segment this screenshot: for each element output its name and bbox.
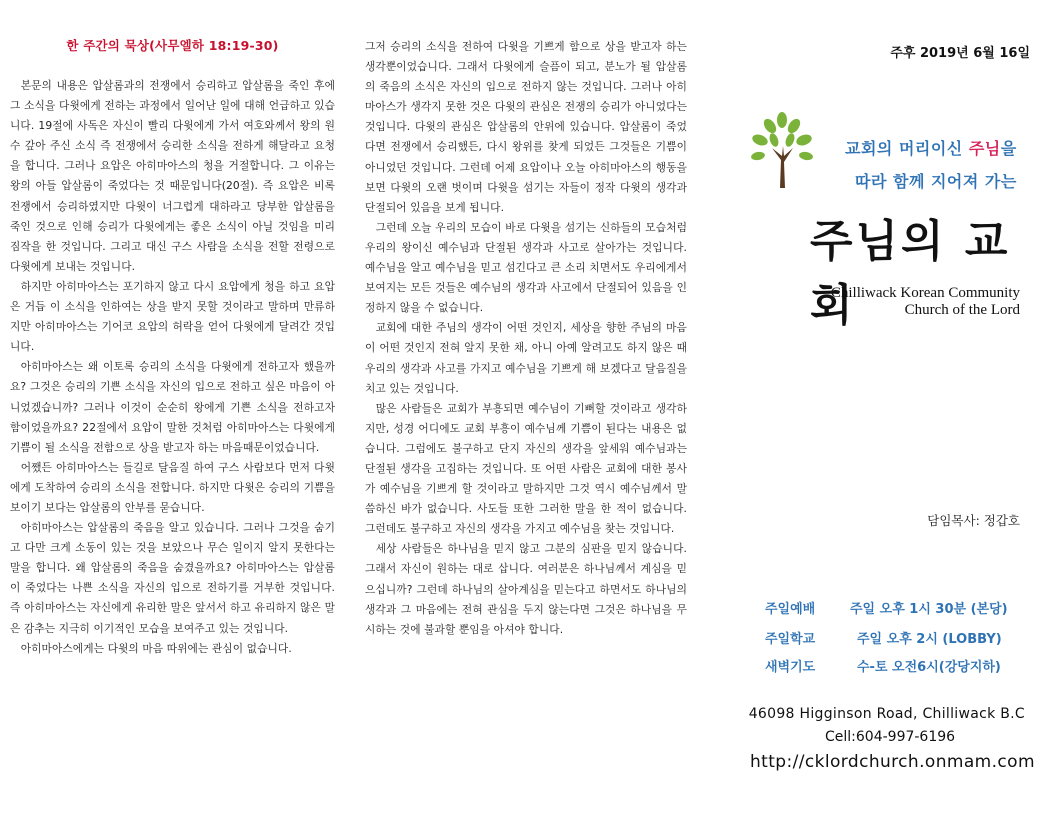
tagline-line2: 따라 함께 지어져 가는 bbox=[855, 172, 1017, 191]
tagline-highlight: 주님 bbox=[968, 139, 1001, 158]
church-name: 주님의 교회 bbox=[810, 216, 1011, 331]
bulletin-cover bbox=[705, 0, 1050, 816]
english-name-line1: Chilliwack Korean Community bbox=[830, 285, 1020, 301]
tree-logo-icon bbox=[750, 110, 814, 190]
paragraph: 그런데 오늘 우리의 모습이 바로 다윗을 섬기는 신하들의 모습처럼 우리의 왕이신 예수님과 단절된 생각과 사고로 살아가는 것입니다. 예수님을 알고 예수님을 믿고 섬긴다고 큰 소리 치면서도 우리에게서 보여지는 모든 것들은 예수님의 생각과 사고에서 단절되어 있음을 인정하지 않을 수 없습니다. bbox=[365, 220, 687, 315]
paragraph: 교회에 대한 주님의 생각이 어떤 것인지, 세상을 향한 주님의 마음이 어떤 것인지 전혀 알지 못한 채, 아니 아예 알려고도 하지 않은 때 우리의 생각과 사고를 가지고 예수님을 기쁘게 해 보겠다고 달음질을 치고 있는 것입니다. bbox=[365, 321, 687, 395]
church-phone: Cell:604-997-6196 bbox=[825, 729, 956, 745]
service-time: 수-토 오전6시(강당지하) bbox=[857, 660, 1001, 675]
pastor-name: 담임목사: 정갑호 bbox=[927, 513, 1020, 528]
meditation-title: 한 주간의 묵상(사무엘하 18:19-30) bbox=[66, 38, 279, 53]
paragraph: 많은 사람들은 교회가 부흥되면 예수님이 기뻐할 것이라고 생각하지만, 성경 어디에도 교회 부흥이 예수님께 기쁨이 된다는 내용은 없습니다. 그럼에도 불구하고 단지 자신의 생각을 앞세워 예수님과는 단절된 생각을 고집하는 것입니다. 또 어떤 사람은 교회에 대한 봉사가 예수님을 기쁘게 할 것이라고 말하지만 그것 역시 예수님께서 말씀하신 바가 없습니다. 사도들 또한 그러한 말을 한 적이 없습니다. 그런데도 불구하고 자신의 생각을 가지고 예수님을 찾는 것입니다. bbox=[365, 401, 687, 536]
bulletin-date: 주후 2019년 6월 16일 bbox=[890, 46, 1030, 61]
paragraph: 하지만 아히마아스는 포기하지 않고 다시 요압에게 청을 하고 요압은 거듭 이 소식을 인하여는 상을 받지 못할 것이라고 말하며 만류하지만 아히마아스는 기어코 요압의 허락을 얻어 다윗에게 달려간 것입니다. bbox=[10, 279, 335, 354]
meditation-body-left bbox=[10, 76, 335, 659]
church-website-link[interactable]: http://cklordchurch.onmam.com bbox=[750, 752, 1035, 772]
meditation-body-middle bbox=[365, 37, 687, 640]
church-address: 46098 Higginson Road, Chilliwack B.C bbox=[748, 706, 1025, 722]
paragraph: 본문의 내용은 압살롬과의 전쟁에서 승리하고 압살롬을 죽인 후에 그 소식을 다윗에게 전하는 과정에서 일어난 일에 대해 언급하고 있습니다. 19절에 사독은 자신이 빨리 다윗에게 가서 여호와께서 왕의 원수 갚아 주신 소식 즉 전쟁에서 승리한 소식을 전하게 해달라고 요청을 합니다. 그러나 요압은 아히마아스의 청을 거절합니다. 그 이유는 왕의 아들 압살롬이 죽었다는 것 때문입니다(20절). 즉 요압은 비록 전쟁에서 승리하였지만 다윗이 너그럽게 대하라고 당부한 압살롬을 죽인 것으로 인해 승리가 다윗에게는 좋은 소식이 아닐 것임을 미리 짐작을 한 것입니다. 그리고 대신 구스 사람을 소식을 전할 전령으로 다윗에게 보내는 것입니다. bbox=[10, 79, 335, 273]
tagline-text: 교회의 머리이신 bbox=[845, 139, 969, 158]
service-name: 새벽기도 bbox=[765, 660, 816, 675]
tagline-line1 bbox=[845, 136, 1017, 159]
paragraph: 아히마아스는 왜 이토록 승리의 소식을 다윗에게 전하고자 했을까요? 그것은 승리의 기쁜 소식을 자신의 입으로 전하고 싶은 마음이 아니었겠습니까? 그러나 이것이 순순히 왕에게 기쁜 소식을 전하고자 함이었을까요? 22절에서 요압이 말한 것처럼 아히마아스는 다윗에게 기쁨이 될 소식을 전함으로 상을 받고자 하는 마음때문이었습니다. bbox=[10, 360, 335, 454]
paragraph: 그저 승리의 소식을 전하여 다윗을 기쁘게 함으로 상을 받고자 하는 생각뿐이었습니다. 그래서 다윗에게 슬픔이 되고, 분노가 될 압살롬의 죽음의 소식은 자신의 입으로 전하지 않는 것입니다. 그러나 아히마아스가 생각지 못한 것은 다윗의 관심은 전쟁의 승리가 아니었다는 것입니다. 다윗의 관심은 압살롬의 안위에 있습니다. 압살롬이 죽었다면 전쟁에서 승리했든, 다시 왕위를 찾게 되었든 그것들은 기쁨이 아니었던 것입니다. 그런데 어제 요압이나 오늘 아히마아스의 행동을 보면 다윗의 오랜 벗이며 다윗을 섬기는 자들이 정작 다윗의 생각과 단절되어 있음을 보게 됩니다. bbox=[365, 40, 687, 214]
paragraph: 아히마아스는 압살롬의 죽음을 알고 있습니다. 그러나 그것을 숨기고 다만 크게 소동이 있는 것을 보았으나 무슨 일이지 알지 못한다는 말을 합니다. 왜 압살롬의 죽음을 숨겼을까요? 아히마아스는 압살롬이 죽었다는 나쁜 소식을 자신의 입으로 전하기를 거부한 것입니다. 즉 아히마아스는 자신에게 유리한 말은 앞서서 하고 유리하지 않은 말은 감추는 지극히 이기적인 모습을 보여주고 있는 것입니다. bbox=[10, 521, 335, 635]
paragraph: 어쨌든 아히마아스는 들길로 달음질 하여 구스 사람보다 먼저 다윗에게 도착하여 승리의 소식을 전합니다. 하지만 다윗은 승리의 기쁨을 보이기 보다는 압살롬의 안부를 묻습니다. bbox=[10, 460, 335, 514]
paragraph: 세상 사람들은 하나님을 믿지 않고 그분의 심판을 믿지 않습니다. 그래서 자신이 원하는 대로 삽니다. 여러분은 하나님께서 계심을 믿으십니까? 그런데 하나님의 살아계심을 믿는다고 하면서도 하나님의 생각과 그 마음에는 전혀 관심을 두지 않는다면 그것은 하나님을 무시하는 것에 불과할 뿐임을 아셔야 합니다. bbox=[365, 542, 687, 636]
service-time: 주일 오후 1시 30분 (본당) bbox=[850, 602, 1008, 617]
english-name-line2: Church of the Lord bbox=[904, 302, 1020, 318]
service-name: 주일예배 bbox=[765, 602, 816, 617]
paragraph: 아히마아스에게는 다윗의 마음 따위에는 관심이 없습니다. bbox=[20, 641, 292, 655]
service-name: 주일학교 bbox=[765, 632, 816, 647]
church-english-name bbox=[831, 285, 1020, 319]
tagline-text: 을 bbox=[1000, 139, 1017, 158]
service-time: 주일 오후 2시 (LOBBY) bbox=[857, 632, 1002, 647]
